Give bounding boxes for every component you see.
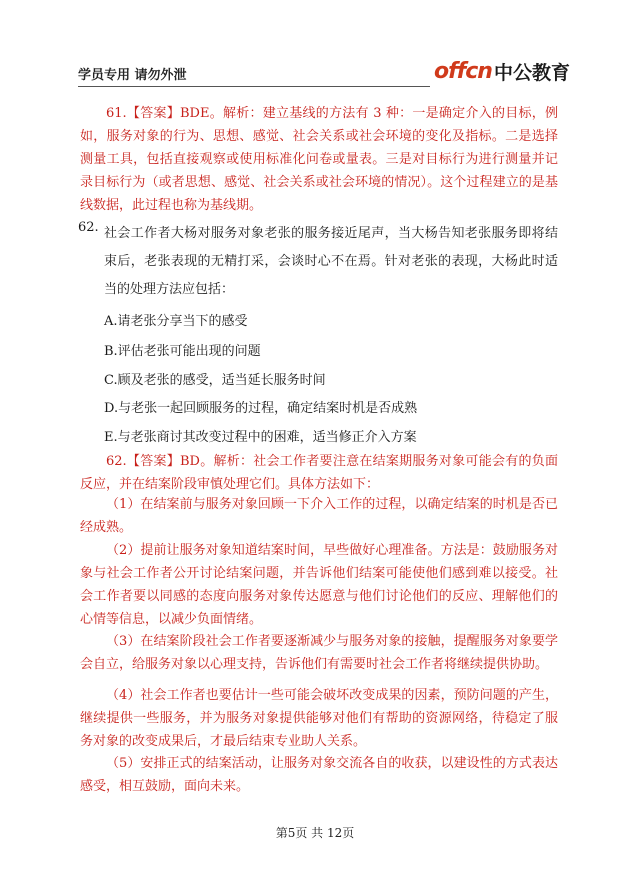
page-number: 第5页 共 12页: [275, 826, 355, 840]
logo-cn-text: 中公教育: [493, 62, 570, 84]
logo-en-text: offcn: [434, 59, 492, 84]
question-stem: 社会工作者大杨对服务对象老张的服务接近尾声，当大杨告知老张服务即将结束后，老张表现的无精打采，会谈时心不在焉。针对老张的表现，大杨此时适当的处理方法应包括：: [104, 226, 558, 297]
option-d: D.与老张一起回顾服务的过程，确定结案时机是否成熟: [104, 401, 418, 416]
answer-62-point-5: （5）安排正式的结案活动，让服务对象交流各自的收获，以建设性的方式表达感受，相互鼓励，面向未来。: [80, 756, 558, 794]
question-number: 62.: [78, 220, 99, 235]
answer-62-point-1: （1）在结案前与服务对象回顾一下介入工作的过程，以确定结案的时机是否已经成熟。: [80, 497, 558, 535]
answer-62-point-2: （2）提前让服务对象知道结案时间，早些做好心理准备。方法是：鼓励服务对象与社会工作者公开讨论结案问题，并告诉他们结案可能使他们感到难以接受。社会工作者要以同感的态度向服务对象传达愿意与他们讨论他们的反应、理解他们的心情等信息，以减少负面情绪。: [80, 543, 558, 627]
answer-62-point-4: （4）社会工作者也要估计一些可能会破坏改变成果的因素，预防问题的产生，继续提供一些服务，并为服务对象提供能够对他们有帮助的资源网络，待稳定了服务对象的改变成果后，才最后结束专业助人关系。: [80, 688, 558, 749]
option-b: B.评估老张可能出现的问题: [104, 344, 261, 359]
answer-62-intro: 62.【答案】BD。解析：社会工作者要注意在结案期服务对象可能会有的负面反应，并在结案阶段审慎处理它们。具体方法如下：: [80, 454, 558, 492]
answer-61: 61.【答案】BDE。解析：建立基线的方法有 3 种：一是确定介入的目标，例如，服务对象的行为、思想、感觉、社会关系或社会环境的变化及指标。二是选择测量工具，包括直接观察或使用标准化问卷或量表。三是对目标行为进行测量并记录目标行为（或者思想、感觉、社会关系或社会环境的情况）。这个过程建立的是基线数据，此过程也称为基线期。: [80, 106, 558, 213]
offcn-logo: [434, 58, 570, 85]
option-a: A.请老张分享当下的感受: [104, 314, 248, 329]
header-notice: 学员专用 请勿外泄: [78, 68, 187, 83]
option-c: C.顾及老张的感受，适当延长服务时间: [104, 373, 326, 388]
answer-62-point-3: （3）在结案阶段社会工作者要逐渐减少与服务对象的接触，提醒服务对象要学会自立，给服务对象以心理支持，告诉他们有需要时社会工作者将继续提供协助。: [80, 634, 558, 672]
option-e: E.与老张商讨其改变过程中的困难，适当修正介入方案: [104, 430, 417, 445]
header-divider: [78, 86, 430, 87]
